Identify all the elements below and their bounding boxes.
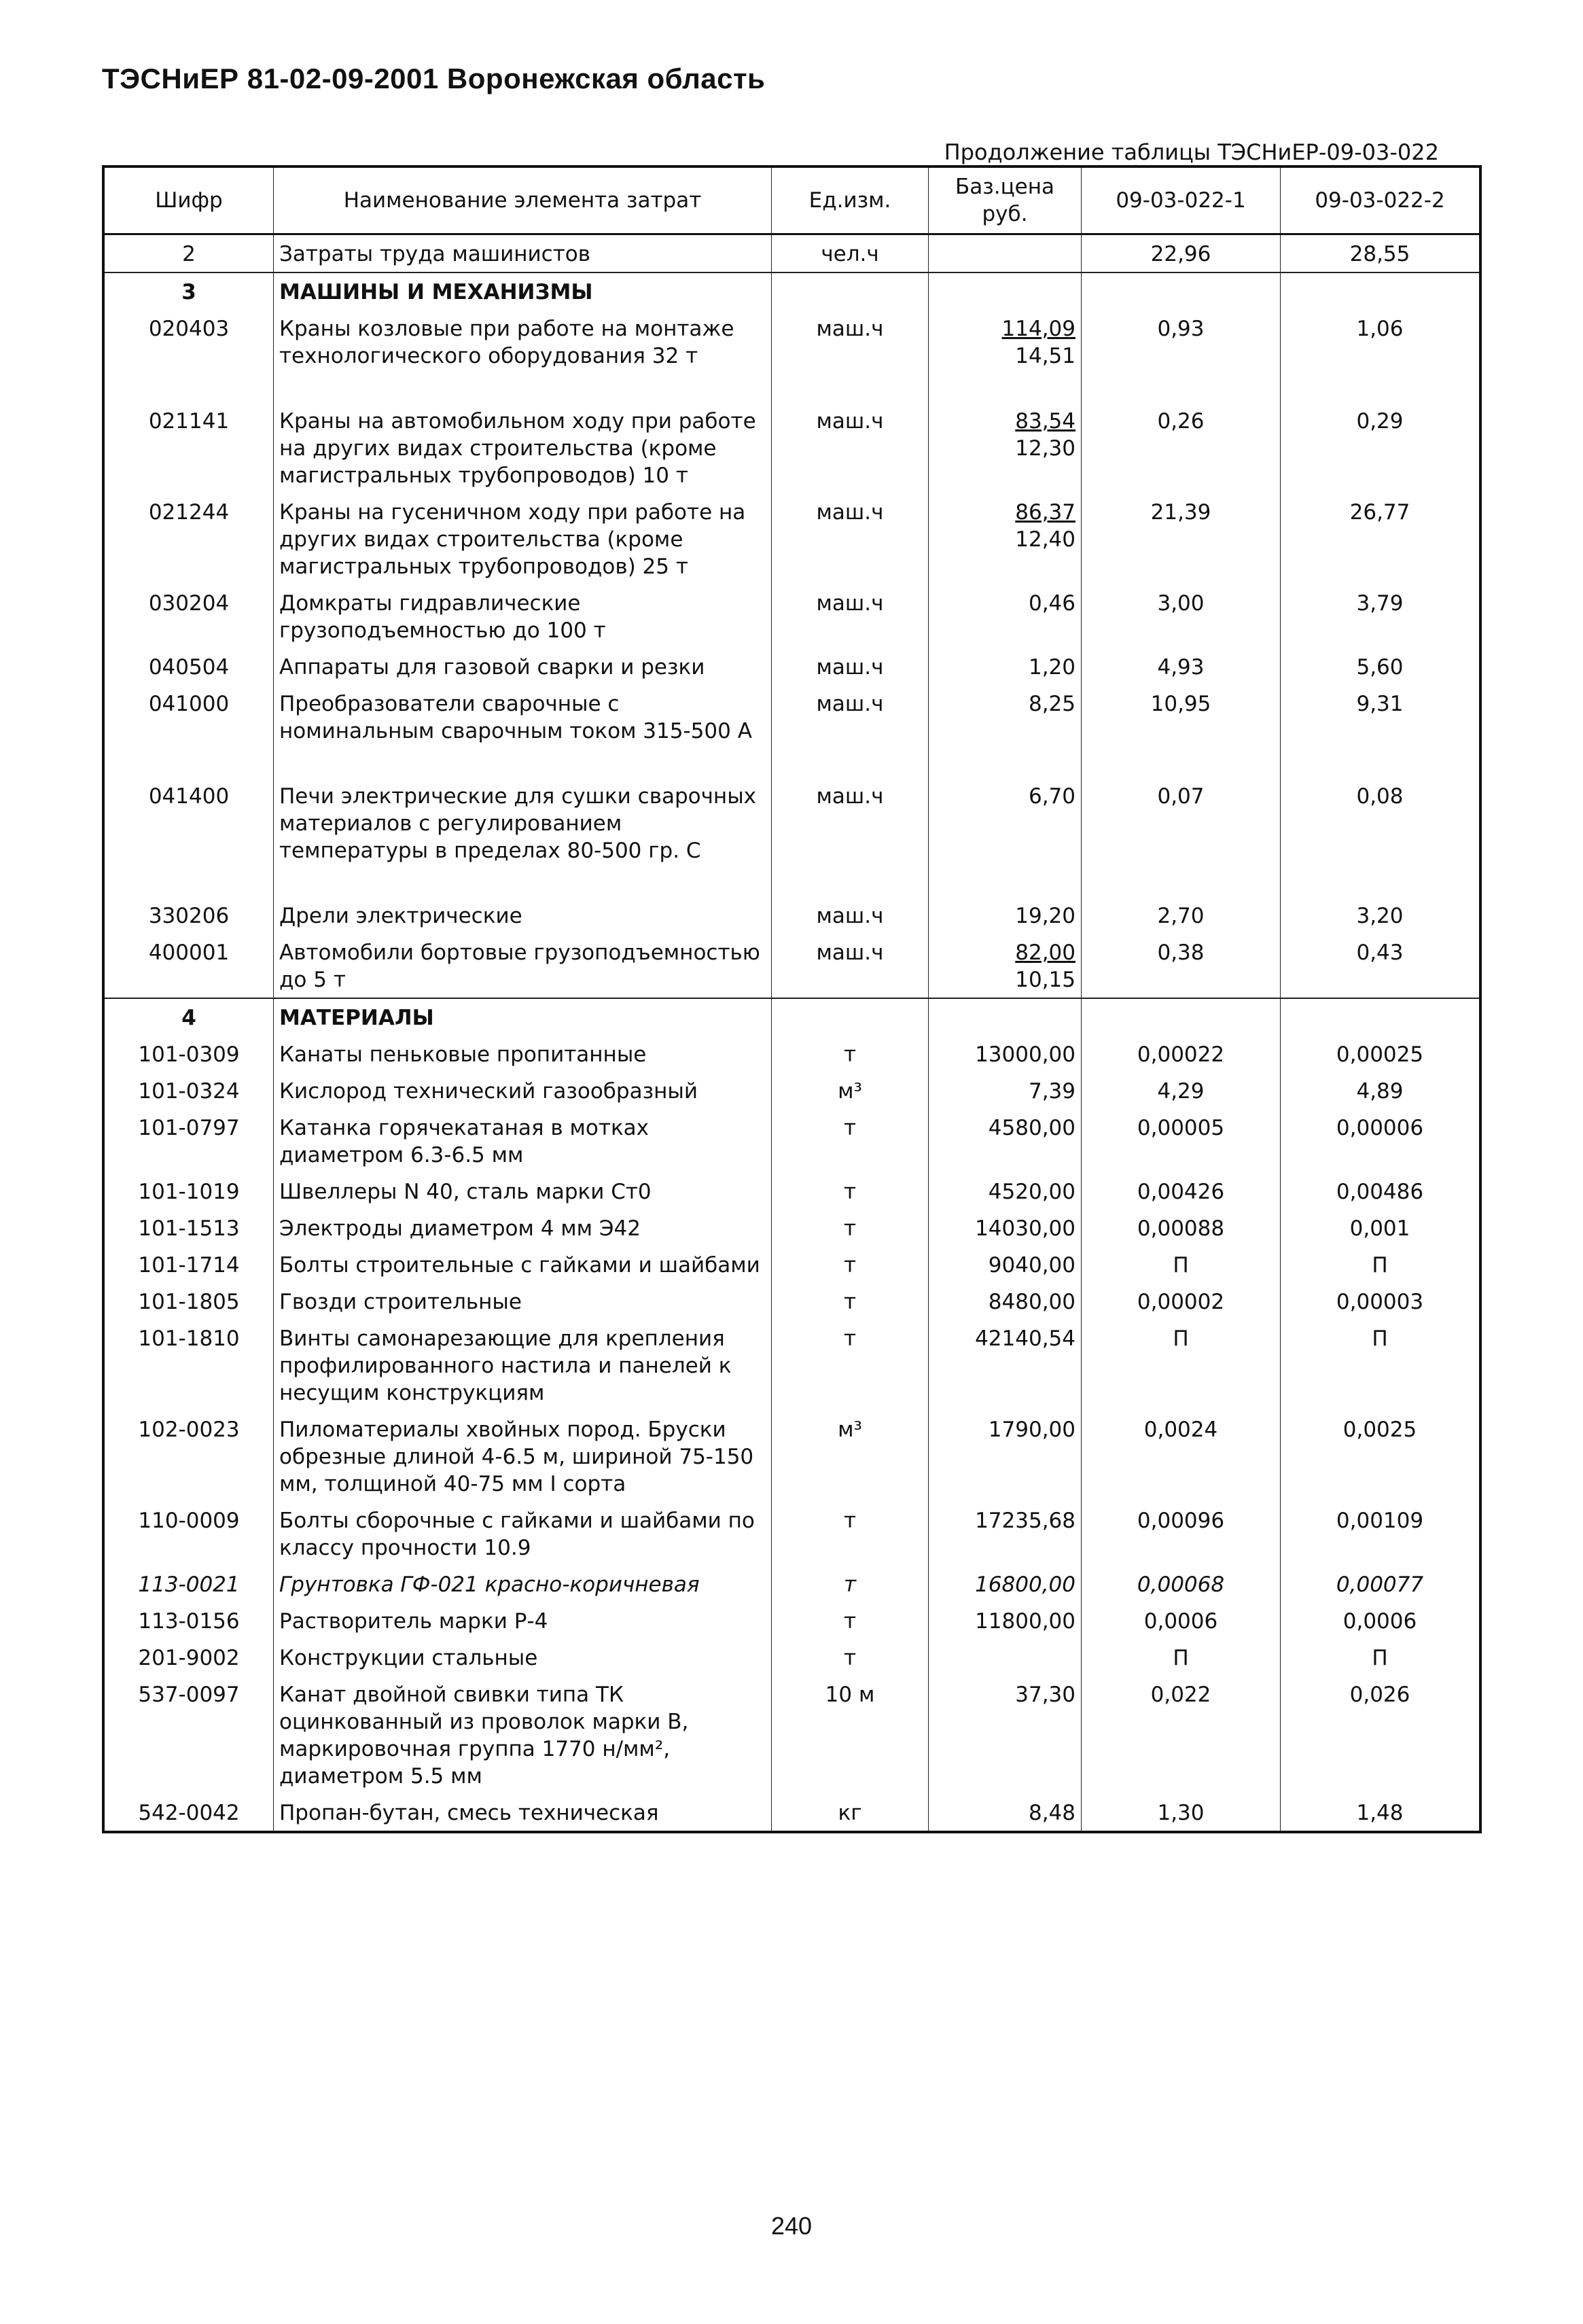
base-price: 8,25 (1028, 692, 1075, 716)
cell-variant-2: 0,0025 (1281, 1411, 1481, 1502)
cell-price (929, 493, 1082, 584)
table-row (103, 234, 1480, 273)
table-row (103, 1502, 1480, 1566)
cell-price (929, 1794, 1082, 1832)
cell-unit: т (772, 1283, 929, 1320)
cell-code: 101-0324 (103, 1072, 274, 1109)
base-price: 14030,00 (975, 1216, 1075, 1241)
cell-unit: 10 м (772, 1676, 929, 1794)
cell-unit: т (772, 1036, 929, 1072)
cell-name: Канат двойной свивки типа ТК оцинкованный из проволок марки В, маркировочная группа 1770 н/мм², диаметром 5.5 мм (274, 1676, 772, 1794)
cell-name: Кислород технический газообразный (274, 1072, 772, 1109)
cell-code: 400001 (103, 934, 274, 998)
cell-name: Домкраты гидравлические грузоподъемностью до 100 т (274, 584, 772, 648)
table-row (103, 685, 1480, 777)
cell-variant-1: П (1082, 1320, 1281, 1411)
cell-variant-1: 3,00 (1082, 584, 1281, 648)
cell-variant-2 (1281, 272, 1481, 310)
cell-variant-1: 4,29 (1082, 1072, 1281, 1109)
cell-variant-2 (1281, 998, 1481, 1036)
table-row (103, 1794, 1480, 1832)
cell-name: Болты строительные с гайками и шайбами (274, 1246, 772, 1283)
cell-code: 101-1714 (103, 1246, 274, 1283)
cell-price (929, 934, 1082, 998)
cell-code: 101-1513 (103, 1210, 274, 1246)
cell-name: Гвозди строительные (274, 1283, 772, 1320)
cell-code: 542-0042 (103, 1794, 274, 1832)
cell-name: Винты самонарезающие для крепления профилированного настила и панелей к несущим конструкциям (274, 1320, 772, 1411)
operator-wage-price: 14,51 (1015, 344, 1075, 368)
cell-variant-2: 0,00109 (1281, 1502, 1481, 1566)
cell-price (929, 402, 1082, 493)
table-row (103, 272, 1480, 310)
table-row (103, 648, 1480, 685)
base-price: 1,20 (1028, 655, 1075, 680)
base-price: 37,30 (1015, 1683, 1075, 1707)
cell-code: 101-1805 (103, 1283, 274, 1320)
cell-name: Пиломатериалы хвойных пород. Бруски обрезные длиной 4-6.5 м, шириной 75-150 мм, толщиной 40-75 мм I сорта (274, 1411, 772, 1502)
cell-variant-1: 2,70 (1082, 897, 1281, 934)
cell-price (929, 1036, 1082, 1072)
base-price: 8480,00 (988, 1290, 1075, 1314)
cell-code: 101-1810 (103, 1320, 274, 1411)
cell-variant-1: 0,00096 (1082, 1502, 1281, 1566)
operator-wage-price: 12,40 (1015, 527, 1075, 552)
cell-price (929, 897, 1082, 934)
cell-variant-2: 3,20 (1281, 897, 1481, 934)
page-number: 240 (770, 2212, 813, 2240)
cell-variant-1: 21,39 (1082, 493, 1281, 584)
cell-variant-2: 0,29 (1281, 402, 1481, 493)
cell-unit: м³ (772, 1072, 929, 1109)
cell-name: Пропан-бутан, смесь техническая (274, 1794, 772, 1832)
cell-variant-2: П (1281, 1320, 1481, 1411)
cell-variant-2: 26,77 (1281, 493, 1481, 584)
cell-variant-2: 1,06 (1281, 310, 1481, 402)
table-row (103, 998, 1480, 1036)
cell-name: Швеллеры N 40, сталь марки Ст0 (274, 1173, 772, 1210)
cell-variant-1: 0,022 (1082, 1676, 1281, 1794)
cell-unit: маш.ч (772, 685, 929, 777)
table-row (103, 1036, 1480, 1072)
table-row (103, 493, 1480, 584)
cell-unit: т (772, 1566, 929, 1602)
cell-code: 101-1019 (103, 1173, 274, 1210)
cell-name: Болты сборочные с гайками и шайбами по классу прочности 10.9 (274, 1502, 772, 1566)
cell-variant-2: 0,00486 (1281, 1173, 1481, 1210)
cell-code: 041000 (103, 685, 274, 777)
cell-unit: т (772, 1246, 929, 1283)
cell-name: Растворитель марки Р-4 (274, 1602, 772, 1639)
cell-name: Краны на гусеничном ходу при работе на других видах строительства (кроме магистральных трубопроводов) 25 т (274, 493, 772, 584)
base-price: 8,48 (1028, 1801, 1075, 1825)
cell-variant-2: П (1281, 1639, 1481, 1676)
cell-variant-2: 0,00025 (1281, 1036, 1481, 1072)
cell-variant-2: 0,00003 (1281, 1283, 1481, 1320)
cell-code: 020403 (103, 310, 274, 402)
base-price: 7,39 (1028, 1079, 1075, 1104)
cell-price (929, 1173, 1082, 1210)
cell-code: 110-0009 (103, 1502, 274, 1566)
cell-name: Автомобили бортовые грузоподъемностью до 5 т (274, 934, 772, 998)
base-price: 1790,00 (988, 1418, 1075, 1442)
cell-variant-2: 28,55 (1281, 234, 1481, 273)
cell-unit: т (772, 1639, 929, 1676)
cell-code: 041400 (103, 777, 274, 897)
cell-unit: маш.ч (772, 584, 929, 648)
table-row (103, 897, 1480, 934)
cell-variant-2: 1,48 (1281, 1794, 1481, 1832)
table-caption: Продолжение таблицы ТЭСНиЕР-09-03-022 (944, 139, 1439, 165)
cell-price (929, 777, 1082, 897)
cell-price (929, 1283, 1082, 1320)
cell-variant-2: 3,79 (1281, 584, 1481, 648)
cell-name: Аппараты для газовой сварки и резки (274, 648, 772, 685)
cell-price (929, 584, 1082, 648)
cell-code: 030204 (103, 584, 274, 648)
cell-variant-2: 0,001 (1281, 1210, 1481, 1246)
operator-wage-price: 12,30 (1015, 436, 1075, 461)
cell-price (929, 1566, 1082, 1602)
cell-unit (772, 998, 929, 1036)
column-header-code: Шифр (103, 166, 274, 234)
cell-variant-1 (1082, 272, 1281, 310)
cell-variant-2: 4,89 (1281, 1072, 1481, 1109)
cell-variant-1: 0,0024 (1082, 1411, 1281, 1502)
cell-variant-1: 4,93 (1082, 648, 1281, 685)
cell-price (929, 1639, 1082, 1676)
table-row (103, 934, 1480, 998)
table-row (103, 1602, 1480, 1639)
base-price: 82,00 (1015, 940, 1075, 965)
cell-variant-2: П (1281, 1246, 1481, 1283)
cell-price (929, 1676, 1082, 1794)
cell-unit: маш.ч (772, 310, 929, 402)
base-price: 13000,00 (975, 1042, 1075, 1067)
table-row (103, 310, 1480, 402)
cell-name: Катанка горячекатаная в мотках диаметром 6.3-6.5 мм (274, 1109, 772, 1173)
cell-price (929, 1072, 1082, 1109)
resource-table (102, 165, 1482, 1833)
cell-variant-1: 0,0006 (1082, 1602, 1281, 1639)
cell-variant-1: 1,30 (1082, 1794, 1281, 1832)
cell-name: Грунтовка ГФ-021 красно-коричневая (274, 1566, 772, 1602)
cell-variant-1: 0,26 (1082, 402, 1281, 493)
cell-name: Электроды диаметром 4 мм Э42 (274, 1210, 772, 1246)
cell-variant-2: 0,00077 (1281, 1566, 1481, 1602)
base-price: 17235,68 (975, 1509, 1075, 1533)
cell-name: Конструкции стальные (274, 1639, 772, 1676)
cell-name: Канаты пеньковые пропитанные (274, 1036, 772, 1072)
cell-code: 3 (103, 272, 274, 310)
cell-price (929, 1210, 1082, 1246)
column-header-variant-2: 09-03-022-2 (1281, 166, 1481, 234)
cell-variant-2: 0,026 (1281, 1676, 1481, 1794)
base-price: 16800,00 (975, 1572, 1075, 1597)
table-row (103, 1072, 1480, 1109)
table-row (103, 402, 1480, 493)
cell-code: 201-9002 (103, 1639, 274, 1676)
cell-name: МАТЕРИАЛЫ (274, 998, 772, 1036)
table-row (103, 1109, 1480, 1173)
cell-variant-2: 0,43 (1281, 934, 1481, 998)
column-header-price: Баз.цена руб. (929, 166, 1082, 234)
cell-name: Краны на автомобильном ходу при работе на других видах строительства (кроме магистральных трубопроводов) 10 т (274, 402, 772, 493)
table-row (103, 1283, 1480, 1320)
cell-variant-1: 0,93 (1082, 310, 1281, 402)
base-price: 42140,54 (975, 1326, 1075, 1351)
cell-unit: кг (772, 1794, 929, 1832)
column-header-variant-1: 09-03-022-1 (1082, 166, 1281, 234)
cell-variant-1: 0,38 (1082, 934, 1281, 998)
cell-unit: маш.ч (772, 648, 929, 685)
table-row (103, 1320, 1480, 1411)
cell-variant-1: 0,00426 (1082, 1173, 1281, 1210)
table-row (103, 1566, 1480, 1602)
table-row (103, 1246, 1480, 1283)
cell-unit: т (772, 1602, 929, 1639)
cell-price (929, 1320, 1082, 1411)
cell-unit: маш.ч (772, 402, 929, 493)
cell-code: 113-0156 (103, 1602, 274, 1639)
cell-unit (772, 272, 929, 310)
cell-name: Печи электрические для сушки сварочных материалов с регулированием температуры в пределах 80-500 гр. С (274, 777, 772, 897)
cell-variant-1: 22,96 (1082, 234, 1281, 273)
cell-variant-1: 0,00022 (1082, 1036, 1281, 1072)
cell-code: 2 (103, 234, 274, 273)
cell-variant-1: 0,00068 (1082, 1566, 1281, 1602)
base-price: 4580,00 (988, 1116, 1075, 1140)
cell-variant-2: 5,60 (1281, 648, 1481, 685)
cell-name: Преобразователи сварочные с номинальным сварочным током 315-500 А (274, 685, 772, 777)
cell-variant-1: 10,95 (1082, 685, 1281, 777)
base-price: 11800,00 (975, 1609, 1075, 1634)
cell-code: 101-0797 (103, 1109, 274, 1173)
table-row (103, 1210, 1480, 1246)
page-title: ТЭСНиЕР 81-02-09-2001 Воронежская область (102, 63, 766, 94)
cell-price (929, 998, 1082, 1036)
table-row (103, 1411, 1480, 1502)
cell-variant-2: 9,31 (1281, 685, 1481, 777)
cell-price (929, 1502, 1082, 1566)
base-price: 9040,00 (988, 1253, 1075, 1278)
base-price: 19,20 (1015, 904, 1075, 928)
operator-wage-price: 10,15 (1015, 968, 1075, 992)
table-row (103, 1173, 1480, 1210)
cell-unit: маш.ч (772, 934, 929, 998)
cell-variant-1: П (1082, 1639, 1281, 1676)
cell-variant-2: 0,0006 (1281, 1602, 1481, 1639)
cell-unit: маш.ч (772, 493, 929, 584)
base-price: 6,70 (1028, 784, 1075, 809)
cell-code: 4 (103, 998, 274, 1036)
cell-variant-2: 0,08 (1281, 777, 1481, 897)
cell-variant-1: П (1082, 1246, 1281, 1283)
cell-variant-2: 0,00006 (1281, 1109, 1481, 1173)
cell-code: 021141 (103, 402, 274, 493)
cell-price (929, 1602, 1082, 1639)
cell-unit: т (772, 1320, 929, 1411)
table-row (103, 777, 1480, 897)
table-row (103, 1676, 1480, 1794)
base-price: 83,54 (1015, 409, 1075, 434)
cell-unit: т (772, 1502, 929, 1566)
cell-code: 101-0309 (103, 1036, 274, 1072)
cell-name: МАШИНЫ И МЕХАНИЗМЫ (274, 272, 772, 310)
cell-price (929, 685, 1082, 777)
cell-unit: т (772, 1173, 929, 1210)
cell-code: 537-0097 (103, 1676, 274, 1794)
cell-code: 330206 (103, 897, 274, 934)
cell-variant-1: 0,07 (1082, 777, 1281, 897)
cell-name: Затраты труда машинистов (274, 234, 772, 273)
cell-variant-1: 0,00088 (1082, 1210, 1281, 1246)
table-header-row (103, 166, 1480, 234)
cell-variant-1: 0,00005 (1082, 1109, 1281, 1173)
cell-unit: чел.ч (772, 234, 929, 273)
cell-code: 021244 (103, 493, 274, 584)
cell-price (929, 1411, 1082, 1502)
cell-unit: маш.ч (772, 897, 929, 934)
base-price: 0,46 (1028, 591, 1075, 616)
base-price: 114,09 (1001, 317, 1075, 341)
cell-unit: т (772, 1210, 929, 1246)
cell-name: Краны козловые при работе на монтаже технологического оборудования 32 т (274, 310, 772, 402)
cell-price (929, 1109, 1082, 1173)
cell-variant-1: 0,00002 (1082, 1283, 1281, 1320)
base-price: 4520,00 (988, 1180, 1075, 1204)
cell-price (929, 272, 1082, 310)
cell-code: 040504 (103, 648, 274, 685)
cell-name: Дрели электрические (274, 897, 772, 934)
cell-unit: маш.ч (772, 777, 929, 897)
column-header-unit: Ед.изм. (772, 166, 929, 234)
cell-unit: т (772, 1109, 929, 1173)
table-row (103, 584, 1480, 648)
cell-price (929, 1246, 1082, 1283)
cell-code: 102-0023 (103, 1411, 274, 1502)
cell-price (929, 234, 1082, 273)
cell-code: 113-0021 (103, 1566, 274, 1602)
table-row (103, 1639, 1480, 1676)
column-header-name: Наименование элемента затрат (274, 166, 772, 234)
cell-price (929, 310, 1082, 402)
base-price: 86,37 (1015, 500, 1075, 525)
cell-unit: м³ (772, 1411, 929, 1502)
cell-variant-1 (1082, 998, 1281, 1036)
cell-price (929, 648, 1082, 685)
